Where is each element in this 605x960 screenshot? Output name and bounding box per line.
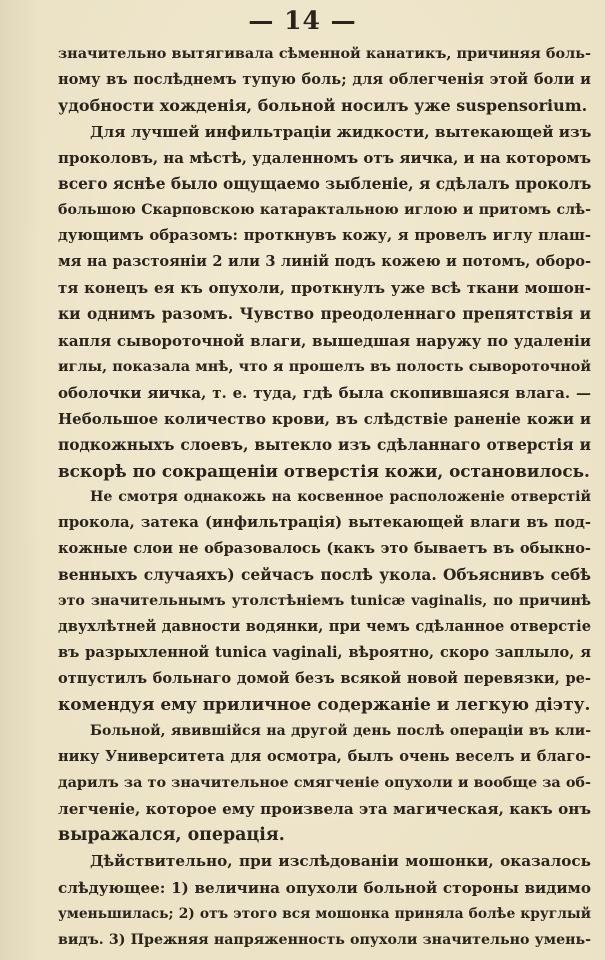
text-line: проколовъ, на мѣстѣ, удаленномъ отъ яичка, и на которомъ <box>58 149 591 168</box>
text-line: венныхъ случаяхъ) сейчасъ послѣ укола. Объяснивъ себѣ <box>58 565 591 584</box>
text-line: комендуя ему приличное содержаніе и легкую діэту. <box>58 695 591 716</box>
text-line: дарилъ за то значительное смягченіе опухоли и вообще за об- <box>58 774 591 792</box>
text-line: капля сывороточной влаги, вышедшая наружу по удаленіи <box>58 331 591 350</box>
text-line: Больной, явившійся на другой день послѣ операціи въ кли- <box>90 723 591 740</box>
text-line: прокола, затека (инфильтрація) вытекающей влаги въ под- <box>58 513 591 531</box>
text-line: Дѣйствительно, при изслѣдованіи мошонки, оказалось <box>90 852 591 871</box>
text-line: большою Скарповскою катарактальною иглою и притомъ слѣ- <box>58 202 591 219</box>
text-line: удобности хожденія, больной носилъ уже suspensorium. <box>58 96 588 116</box>
body-text <box>58 41 591 953</box>
text-line: Не смотря однакожь на косвенное расположеніе отверстій <box>90 488 591 505</box>
text-line: мя на разстояніи 2 или 3 линій подъ кожею и потомъ, оборо- <box>58 253 591 271</box>
text-line: дующимъ образомъ: проткнувъ кожу, я провелъ иглу плаш- <box>58 227 591 245</box>
text-line: Для лучшей инфильтраціи жидкости, вытекающей изъ <box>90 123 591 142</box>
text-line: ки однимъ разомъ. Чувство преодоленнаго препятствія и <box>58 305 591 324</box>
page-number: — 14 — <box>248 6 357 35</box>
text-line: это значительнымъ утолстѣніемъ tunicæ vaginalis, по причинѣ <box>58 592 591 609</box>
text-line: ному въ послѣднемъ тупую боль; для облегченія этой боли и <box>58 71 591 89</box>
text-line: тя конецъ ея къ опухоли, проткнулъ уже всѣ ткани мошон- <box>58 279 591 298</box>
text-line: значительно вытягивала сѣменной канатикъ, причиняя боль- <box>58 45 591 62</box>
text-line: выражался, операція. <box>58 825 285 846</box>
text-line: оболочки яичка, т. е. туда, гдѣ была скопившаяся влага. — <box>58 383 591 402</box>
text-line: нику Университета для осмотра, былъ очень веселъ и благо- <box>58 748 591 766</box>
text-line: всего яснѣе было ощущаемо зыбленіе, я сдѣлалъ проколъ <box>58 175 591 194</box>
text-line: кожные слои не образовалось (какъ это бываетъ въ обыкно- <box>58 539 591 557</box>
text-line: вскорѣ по сокращеніи отверстія кожи, остановилось. <box>58 460 590 481</box>
text-line: Небольшое количество крови, въ слѣдствіе раненіе кожи и <box>58 409 591 428</box>
text-line: уменьшилась; 2) отъ этого вся мошонка приняла болѣе круглый <box>58 905 591 922</box>
text-line: двухлѣтней давности водянки, при чемъ сдѣланное отверстіе <box>58 618 591 636</box>
text-line: въ разрыхленной tunica vaginali, вѣроятно, скоро заплыло, я <box>58 644 591 662</box>
text-line: видъ. 3) Прежняя напряженность опухоли значительно умень- <box>58 931 591 948</box>
text-line: иглы, показала мнѣ, что я прошелъ въ полость сывороточной <box>58 357 591 375</box>
text-line: отпустилъ больнаго домой безъ всякой новой перевязки, ре- <box>58 670 591 688</box>
text-line: слѣдующее: 1) величина опухоли больной стороны видимо <box>58 878 591 897</box>
text-line: подкожныхъ слоевъ, вытекло изъ сдѣланнаго отверстія и <box>58 435 591 454</box>
text-line: легченіе, которое ему произвела эта магическая, какъ онъ <box>58 800 591 819</box>
